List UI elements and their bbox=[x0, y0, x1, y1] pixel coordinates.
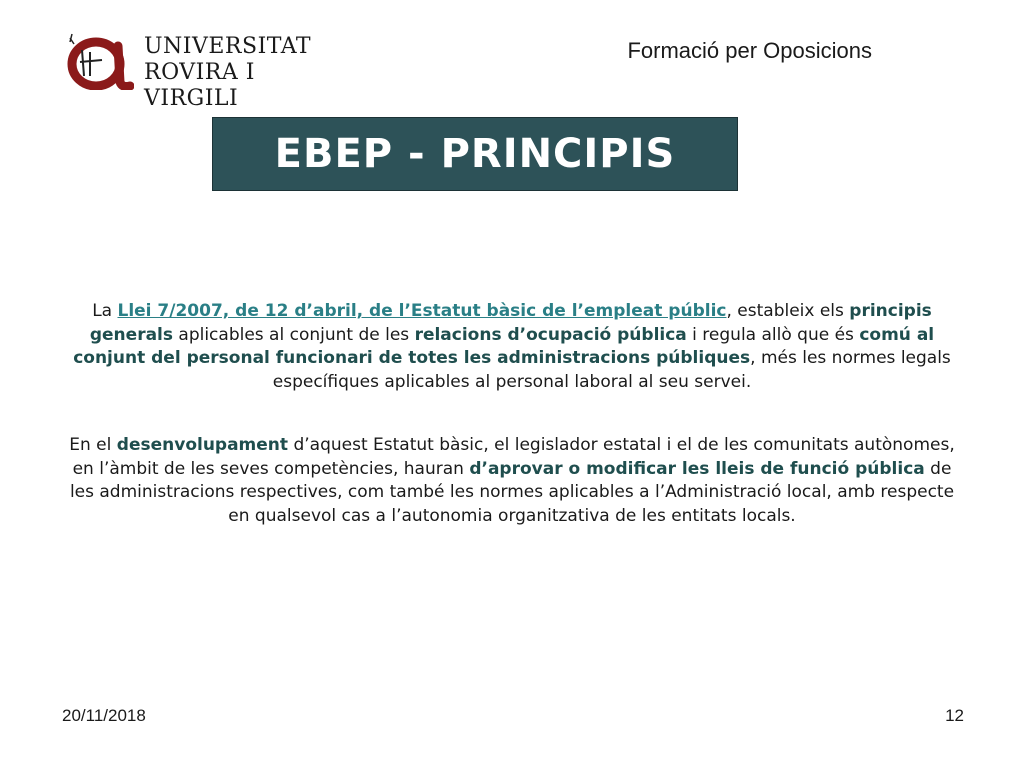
p1-emphasis: relacions d’ocupació pública bbox=[414, 324, 687, 345]
logo-line-2: ROVIRA I VIRGILI bbox=[144, 60, 255, 111]
p2-text: de les administracions respectives, com també les normes aplicables a l’Administració local, amb respecte en qualsevol cas a l’autonomia organitzativa de les entitats locals. bbox=[69, 458, 955, 526]
slide-content bbox=[60, 300, 964, 528]
p2-emphasis: desenvolupament bbox=[116, 435, 289, 455]
p1-text: i regula allò que és bbox=[686, 324, 860, 345]
footer-date: 20/11/2018 bbox=[62, 706, 146, 725]
urv-logo-icon bbox=[62, 30, 134, 90]
footer-page-number: 12 bbox=[945, 706, 964, 725]
p2-text: En el bbox=[69, 435, 117, 455]
logo-line-1: UNIVERSITAT bbox=[144, 34, 312, 59]
p1-text: aplicables al conjunt de les bbox=[173, 324, 415, 345]
slide-title-box bbox=[212, 117, 738, 191]
logo-wordmark bbox=[144, 34, 312, 112]
p2-text: d’aquest Estatut bàsic, el legislador estatal i el de les comunitats autònomes, en l’àmbit de les seves competències, hauran bbox=[72, 435, 955, 479]
p2-emphasis: d’aprovar o modificar les lleis de funció pública bbox=[469, 458, 925, 479]
header-course-title: Formació per Oposicions bbox=[627, 38, 872, 63]
slide-title: EBEP - PRINCIPIS bbox=[274, 131, 676, 177]
paragraph-2 bbox=[60, 434, 964, 528]
paragraph-1 bbox=[60, 300, 964, 394]
law-link[interactable]: Llei 7/2007, de 12 d’abril, de l’Estatut bàsic de l’empleat públic bbox=[117, 301, 727, 321]
p1-text: , estableix els bbox=[726, 301, 850, 321]
p1-emphasis: principis generals bbox=[89, 301, 932, 345]
university-logo bbox=[62, 30, 312, 111]
p1-emphasis: comú al conjunt del personal funcionari de totes les administracions públiques bbox=[73, 324, 935, 368]
p1-text: , més les normes legals específiques aplicables al personal laboral al seu servei. bbox=[272, 348, 951, 392]
p1-text: La bbox=[92, 301, 118, 321]
